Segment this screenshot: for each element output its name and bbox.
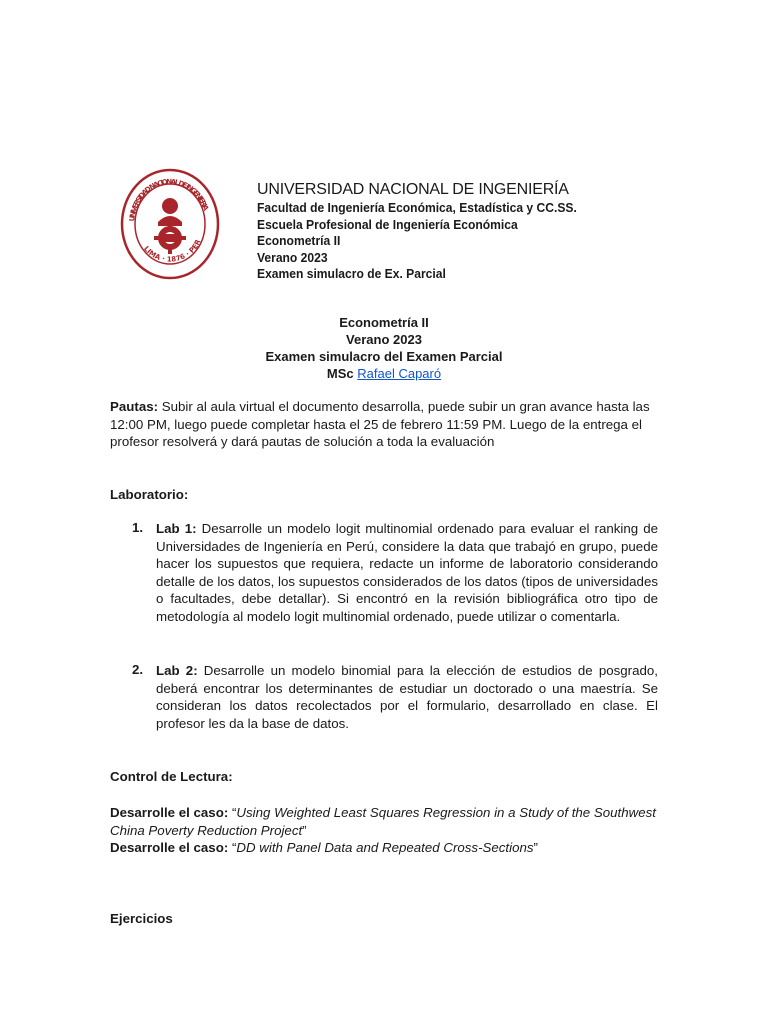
document-header [257, 180, 717, 283]
laboratorio-heading-text: Laboratorio: [110, 487, 189, 502]
list-number-1: 1. [132, 520, 144, 535]
lab-item-1-text: Desarrolle un modelo logit multinomial ordenado para evaluar el ranking de Universidades de Ingeniería en Perú, considere la data que trabajó en grupo, puede hacer los supuestos que requiera, redacte un informe de laboratorio considerando detalle de los datos, los supuestos considerados de los datos (tipos de universidades o facultades, debe detallar). Si encontró en la revisión bibliográfica otro tipo de metodología al modelo logit multinomial ordenado, puede utilizar o comentarla. [156, 521, 658, 624]
pautas-text: Subir al aula virtual el documento desarrolla, puede subir un gran avance hasta las 12:00 PM, luego puede completar hasta el 25 de febrero 11:59 PM. Luego de la entrega el profesor resolverá y dará pautas de solución a toda la evaluación [110, 399, 650, 449]
case-2-title: DD with Panel Data and Repeated Cross-Sections [236, 840, 534, 855]
seal-ring-text-bottom: LIMA · 1876 · PER [142, 238, 203, 264]
seal-ring-text-top: UNIVERSIDAD NACIONAL DE INGENIERIA [128, 177, 210, 222]
lab-item-2-text: Desarrolle un modelo binomial para la elección de estudios de posgrado, deberá encontrar los determinantes de estudiar un doctorado o una maestría. Se consideran los datos recolectados por el formulario, desarrollado en clase. El profesor les da la base de datos. [156, 663, 658, 731]
instructor-prefix: MSc [326, 366, 354, 381]
lab-item-1 [156, 520, 658, 625]
lab-item-2-label: Lab 2: [156, 663, 198, 678]
title-term: Verano 2023 [346, 332, 422, 347]
title-block [0, 314, 768, 382]
header-line-faculty: Facultad de Ingeniería Económica, Estadística y CC.SS. [257, 200, 577, 215]
control-heading [110, 768, 658, 786]
ejercicios-heading-text: Ejercicios [110, 911, 173, 926]
title-instructor [0, 365, 768, 382]
university-seal-logo [120, 168, 220, 280]
pautas-label: Pautas: [110, 399, 159, 414]
instructor-link[interactable]: Rafael Caparó [357, 366, 442, 381]
header-line-course: Econometría II [257, 233, 341, 248]
control-heading-text: Control de Lectura: [110, 769, 233, 784]
header-line-exam: Examen simulacro de Ex. Parcial [257, 266, 446, 281]
list-number-2: 2. [132, 662, 144, 677]
case-1: Desarrolle el caso: “Using Weighted Least Squares Regression in a Study of the Southwest China Poverty Reduction Project” [110, 805, 656, 838]
case-1-label: Desarrolle el caso: [110, 805, 229, 820]
university-name: UNIVERSIDAD NACIONAL DE INGENIERÍA [257, 181, 569, 198]
pautas-paragraph [110, 398, 658, 451]
title-course: Econometría II [339, 315, 429, 330]
lab-item-1-label: Lab 1: [156, 521, 197, 536]
header-line-school: Escuela Profesional de Ingeniería Económica [257, 216, 518, 232]
case-1-title: Using Weighted Least Squares Regression in a Study of the Southwest China Poverty Reduction Project [110, 805, 656, 838]
ejercicios-heading [110, 910, 658, 928]
laboratorio-heading [110, 486, 658, 504]
case-2-label: Desarrolle el caso: [110, 840, 229, 855]
header-line-term: Verano 2023 [257, 249, 328, 265]
lab-item-2 [156, 662, 658, 732]
case-2: Desarrolle el caso: “DD with Panel Data and Repeated Cross-Sections” [110, 840, 538, 855]
cases-list [110, 804, 658, 857]
title-exam: Examen simulacro del Examen Parcial [265, 349, 503, 364]
